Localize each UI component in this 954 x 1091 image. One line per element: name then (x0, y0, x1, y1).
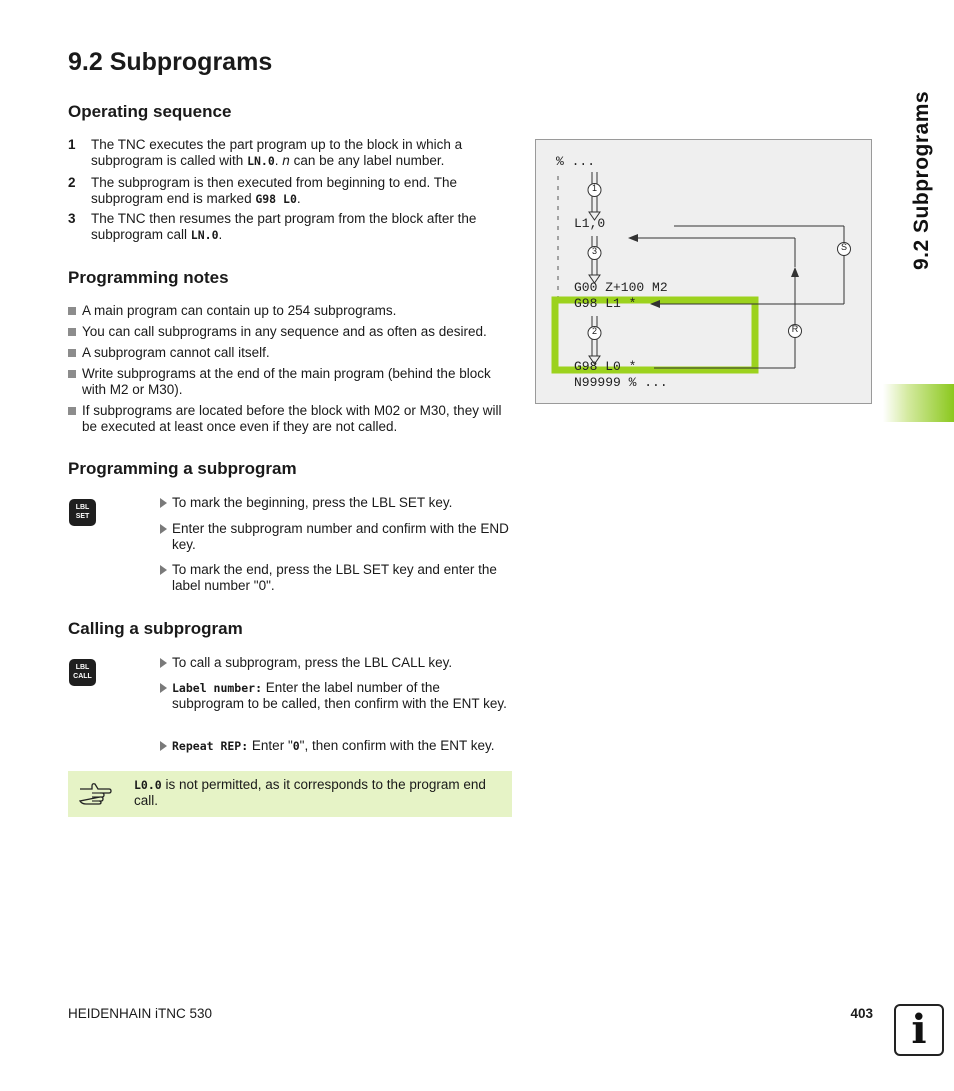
marker-r: R (791, 324, 799, 334)
code-label-number: Label number: (172, 681, 263, 695)
figure-code-line: N99999 % ... (574, 375, 668, 390)
key-label: LBL (75, 504, 90, 511)
note-text: is not permitted, as it corresponds to the program end call. (134, 777, 486, 808)
chapter-side-label: 9.2 Subprograms (910, 90, 933, 270)
programming-steps (160, 495, 515, 595)
figure-code-line: % ... (556, 154, 596, 169)
subprogram-flow-figure (535, 139, 872, 404)
bullet-square-icon (68, 349, 76, 357)
item-text: . (218, 227, 223, 242)
key-label: SET (75, 512, 90, 520)
item-number: 2 (68, 175, 76, 190)
item-text: can be any label number. (289, 153, 445, 168)
figure-code-line: L1,0 (574, 216, 606, 231)
programming-subprogram-heading: Programming a subprogram (68, 459, 297, 478)
page-number: 403 (850, 1006, 873, 1021)
code-g98l0: G98 L0 (255, 192, 297, 206)
step-text: To mark the beginning, press the LBL SET key. (172, 495, 453, 510)
programming-notes-heading: Programming notes (68, 268, 229, 287)
lbl-set-key-icon (69, 499, 96, 526)
note-text-block (134, 777, 504, 809)
lbl-call-key-icon (69, 659, 96, 686)
note-text: If subprograms are located before the block with M02 or M30, they will be executed at least once even if they are not called. (82, 403, 502, 434)
step-text: Enter " (248, 738, 293, 753)
step-arrow-icon (160, 658, 167, 668)
note-text: Write subprograms at the end of the main program (behind the block with M2 or M30). (82, 366, 491, 397)
step-arrow-icon (160, 524, 167, 534)
figure-code-line: G98 L0 * (574, 359, 637, 374)
page-title: 9.2 Subprograms (68, 48, 273, 76)
info-icon (894, 1004, 944, 1056)
figure-code-line: G98 L1 * (574, 296, 637, 311)
marker-1: 1 (591, 183, 597, 193)
operating-sequence-heading: Operating sequence (68, 102, 232, 121)
item-text: The TNC then resumes the part program from the block after the subprogram call (91, 211, 477, 242)
pointing-hand-icon (78, 781, 112, 805)
bullet-square-icon (68, 307, 76, 315)
calling-steps (160, 655, 515, 760)
item-text: The TNC executes the part program up to the block in which a subprogram is called with (91, 137, 463, 168)
footer-publisher: HEIDENHAIN iTNC 530 (68, 1006, 213, 1021)
item-text: . (296, 191, 301, 206)
bullet-square-icon (68, 407, 76, 415)
marker-s: S (840, 242, 847, 252)
item-number: 3 (68, 211, 76, 226)
programming-notes-list (68, 303, 513, 438)
calling-subprogram-heading: Calling a subprogram (68, 619, 243, 638)
figure-code-line: G00 Z+100 M2 (574, 280, 668, 295)
step-text: Enter the subprogram number and confirm with the END key. (172, 521, 509, 552)
item-text: . (274, 153, 283, 168)
code-repeat-rep: Repeat REP: (172, 739, 249, 753)
step-text: ", then confirm with the ENT key. (299, 738, 495, 753)
note-box (68, 771, 512, 817)
note-text: A main program can contain up to 254 subprograms. (82, 303, 397, 318)
item-italic: n (282, 153, 290, 168)
code-l0-0: L0.0 (134, 778, 162, 792)
code-zero: 0 (292, 739, 300, 753)
note-text: A subprogram cannot call itself. (82, 345, 270, 360)
step-arrow-icon (160, 683, 167, 693)
info-glyph: i (911, 1006, 927, 1053)
chapter-side-tab (883, 384, 954, 422)
code-ln0: LN.0 (247, 154, 275, 168)
marker-3: 3 (591, 246, 597, 256)
key-label: LBL (75, 664, 90, 671)
step-arrow-icon (160, 741, 167, 751)
marker-2: 2 (591, 326, 597, 336)
step-arrow-icon (160, 498, 167, 508)
bullet-square-icon (68, 328, 76, 336)
note-text: You can call subprograms in any sequence and as often as desired. (82, 324, 487, 339)
operating-sequence-list (68, 137, 513, 247)
item-number: 1 (68, 137, 76, 152)
bullet-square-icon (68, 370, 76, 378)
code-ln0: LN.0 (190, 228, 219, 242)
step-text: To call a subprogram, press the LBL CALL key. (172, 655, 453, 670)
key-label: CALL (73, 672, 92, 680)
step-text: To mark the end, press the LBL SET key and enter the label number "0". (172, 562, 497, 593)
step-arrow-icon (160, 565, 167, 575)
step-text: Enter the label number of the subprogram to be called, then confirm with the ENT key. (172, 680, 507, 711)
item-text: The subprogram is then executed from beginning to end. The subprogram end is marked (91, 175, 457, 206)
